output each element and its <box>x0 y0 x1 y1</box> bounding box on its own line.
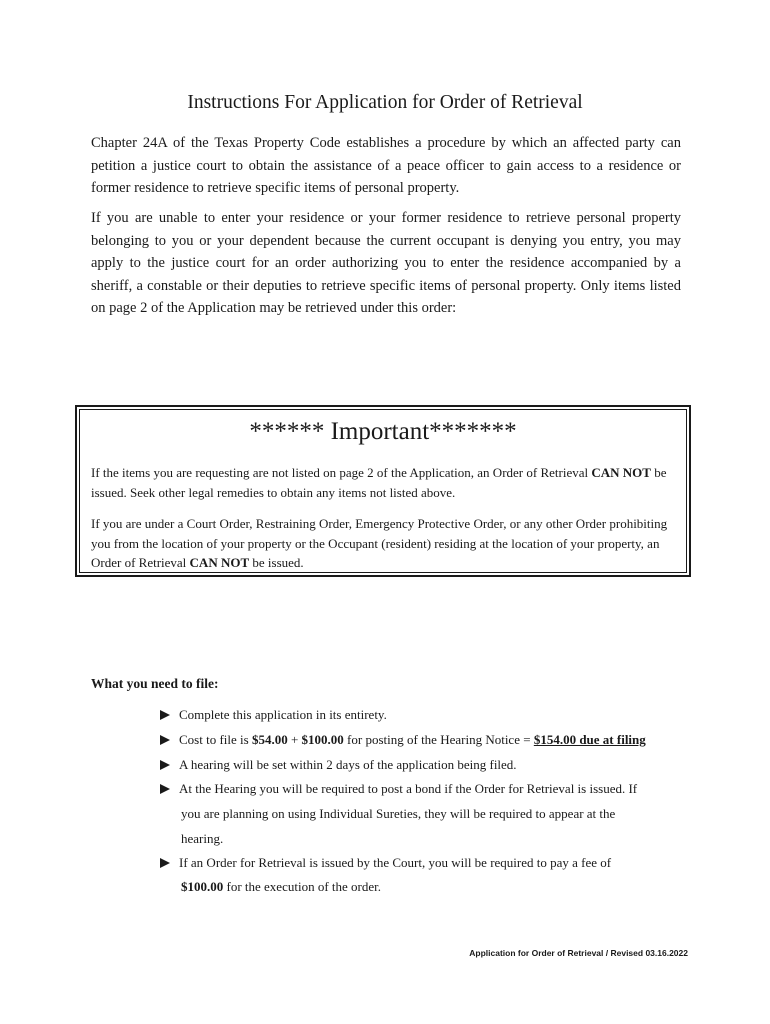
bullet-item <box>160 781 690 797</box>
bullet-item <box>160 732 690 748</box>
fee-amount: $100.00 <box>301 732 344 747</box>
need-to-file-heading: What you need to file: <box>91 676 219 691</box>
important-box <box>75 405 691 577</box>
fee-amount: $54.00 <box>251 732 288 747</box>
total-due: $154.00 due at filing <box>533 732 646 747</box>
page-title: Instructions For Application for Order of Retrieval <box>187 92 583 113</box>
bullet-item <box>160 707 690 723</box>
bullet-text: A hearing will be set within 2 days of the application being filed. <box>179 757 517 772</box>
triangle-bullet-icon <box>160 784 170 794</box>
bullet-text: for the execution of the order. <box>223 879 381 894</box>
footer-revision: Application for Order of Retrieval / Revised 03.16.2022 <box>469 948 688 958</box>
important-p1-after: be issued. Seek other legal remedies to obtain any items not listed above. <box>91 465 667 500</box>
bullet-item <box>160 855 690 871</box>
important-p2-text: If you are under a Court Order, Restraining Order, Emergency Protective Order, or any other Order prohibiting you from the location of your property or the Occupant (resident) residing at the location of your property, an Order of Retrieval <box>91 516 668 570</box>
bullet-text: At the Hearing you will be required to post a bond if the Order for Retrieval is issued. If <box>179 781 638 796</box>
important-heading: ****** Important******* <box>249 418 517 445</box>
important-p2-after: be issued. <box>249 555 304 570</box>
bullet-continuation: you are planning on using Individual Sureties, they will be required to appear at the <box>181 806 616 821</box>
important-box-inner <box>79 409 687 573</box>
triangle-bullet-icon <box>160 760 170 770</box>
triangle-bullet-icon <box>160 710 170 720</box>
important-p2-bold: CAN NOT <box>189 555 250 570</box>
intro-paragraph-1: Chapter 24A of the Texas Property Code establishes a procedure by which an affected party can petition a justice court to obtain the assistance of a peace officer to gain access to a residence or former residence to retrieve specific items of personal property. <box>91 135 681 196</box>
bullet-text: If an Order for Retrieval is issued by the Court, you will be required to pay a fee of <box>179 855 612 870</box>
important-paragraph-1 <box>91 463 671 502</box>
bullet-text: for posting of the Hearing Notice = <box>343 732 534 747</box>
bullet-text: Cost to file is <box>179 732 252 747</box>
triangle-bullet-icon <box>160 735 170 745</box>
bullet-text: + <box>287 732 302 747</box>
fee-amount: $100.00 <box>181 879 224 894</box>
bullet-item <box>160 757 690 773</box>
triangle-bullet-icon <box>160 858 170 868</box>
important-paragraph-2 <box>91 514 671 573</box>
important-p1-text: If the items you are requesting are not listed on page 2 of the Application, an Order of Retrieval <box>91 465 592 480</box>
important-p1-bold: CAN NOT <box>591 465 651 480</box>
bullet-continuation <box>181 879 381 895</box>
bullet-continuation: hearing. <box>181 831 224 846</box>
bullet-text: Complete this application in its entirety. <box>179 707 387 722</box>
intro-paragraph-2: If you are unable to enter your residence or your former residence to retrieve personal property belonging to you or your dependent because the current occupant is denying you entry, you may apply to the justice court for an order authorizing you to enter the residence accompanied by a sheriff, a constable or their deputies to retrieve specific items of personal property. Only items listed on page 2 of the Application may be retrieved under this order: <box>91 210 681 316</box>
